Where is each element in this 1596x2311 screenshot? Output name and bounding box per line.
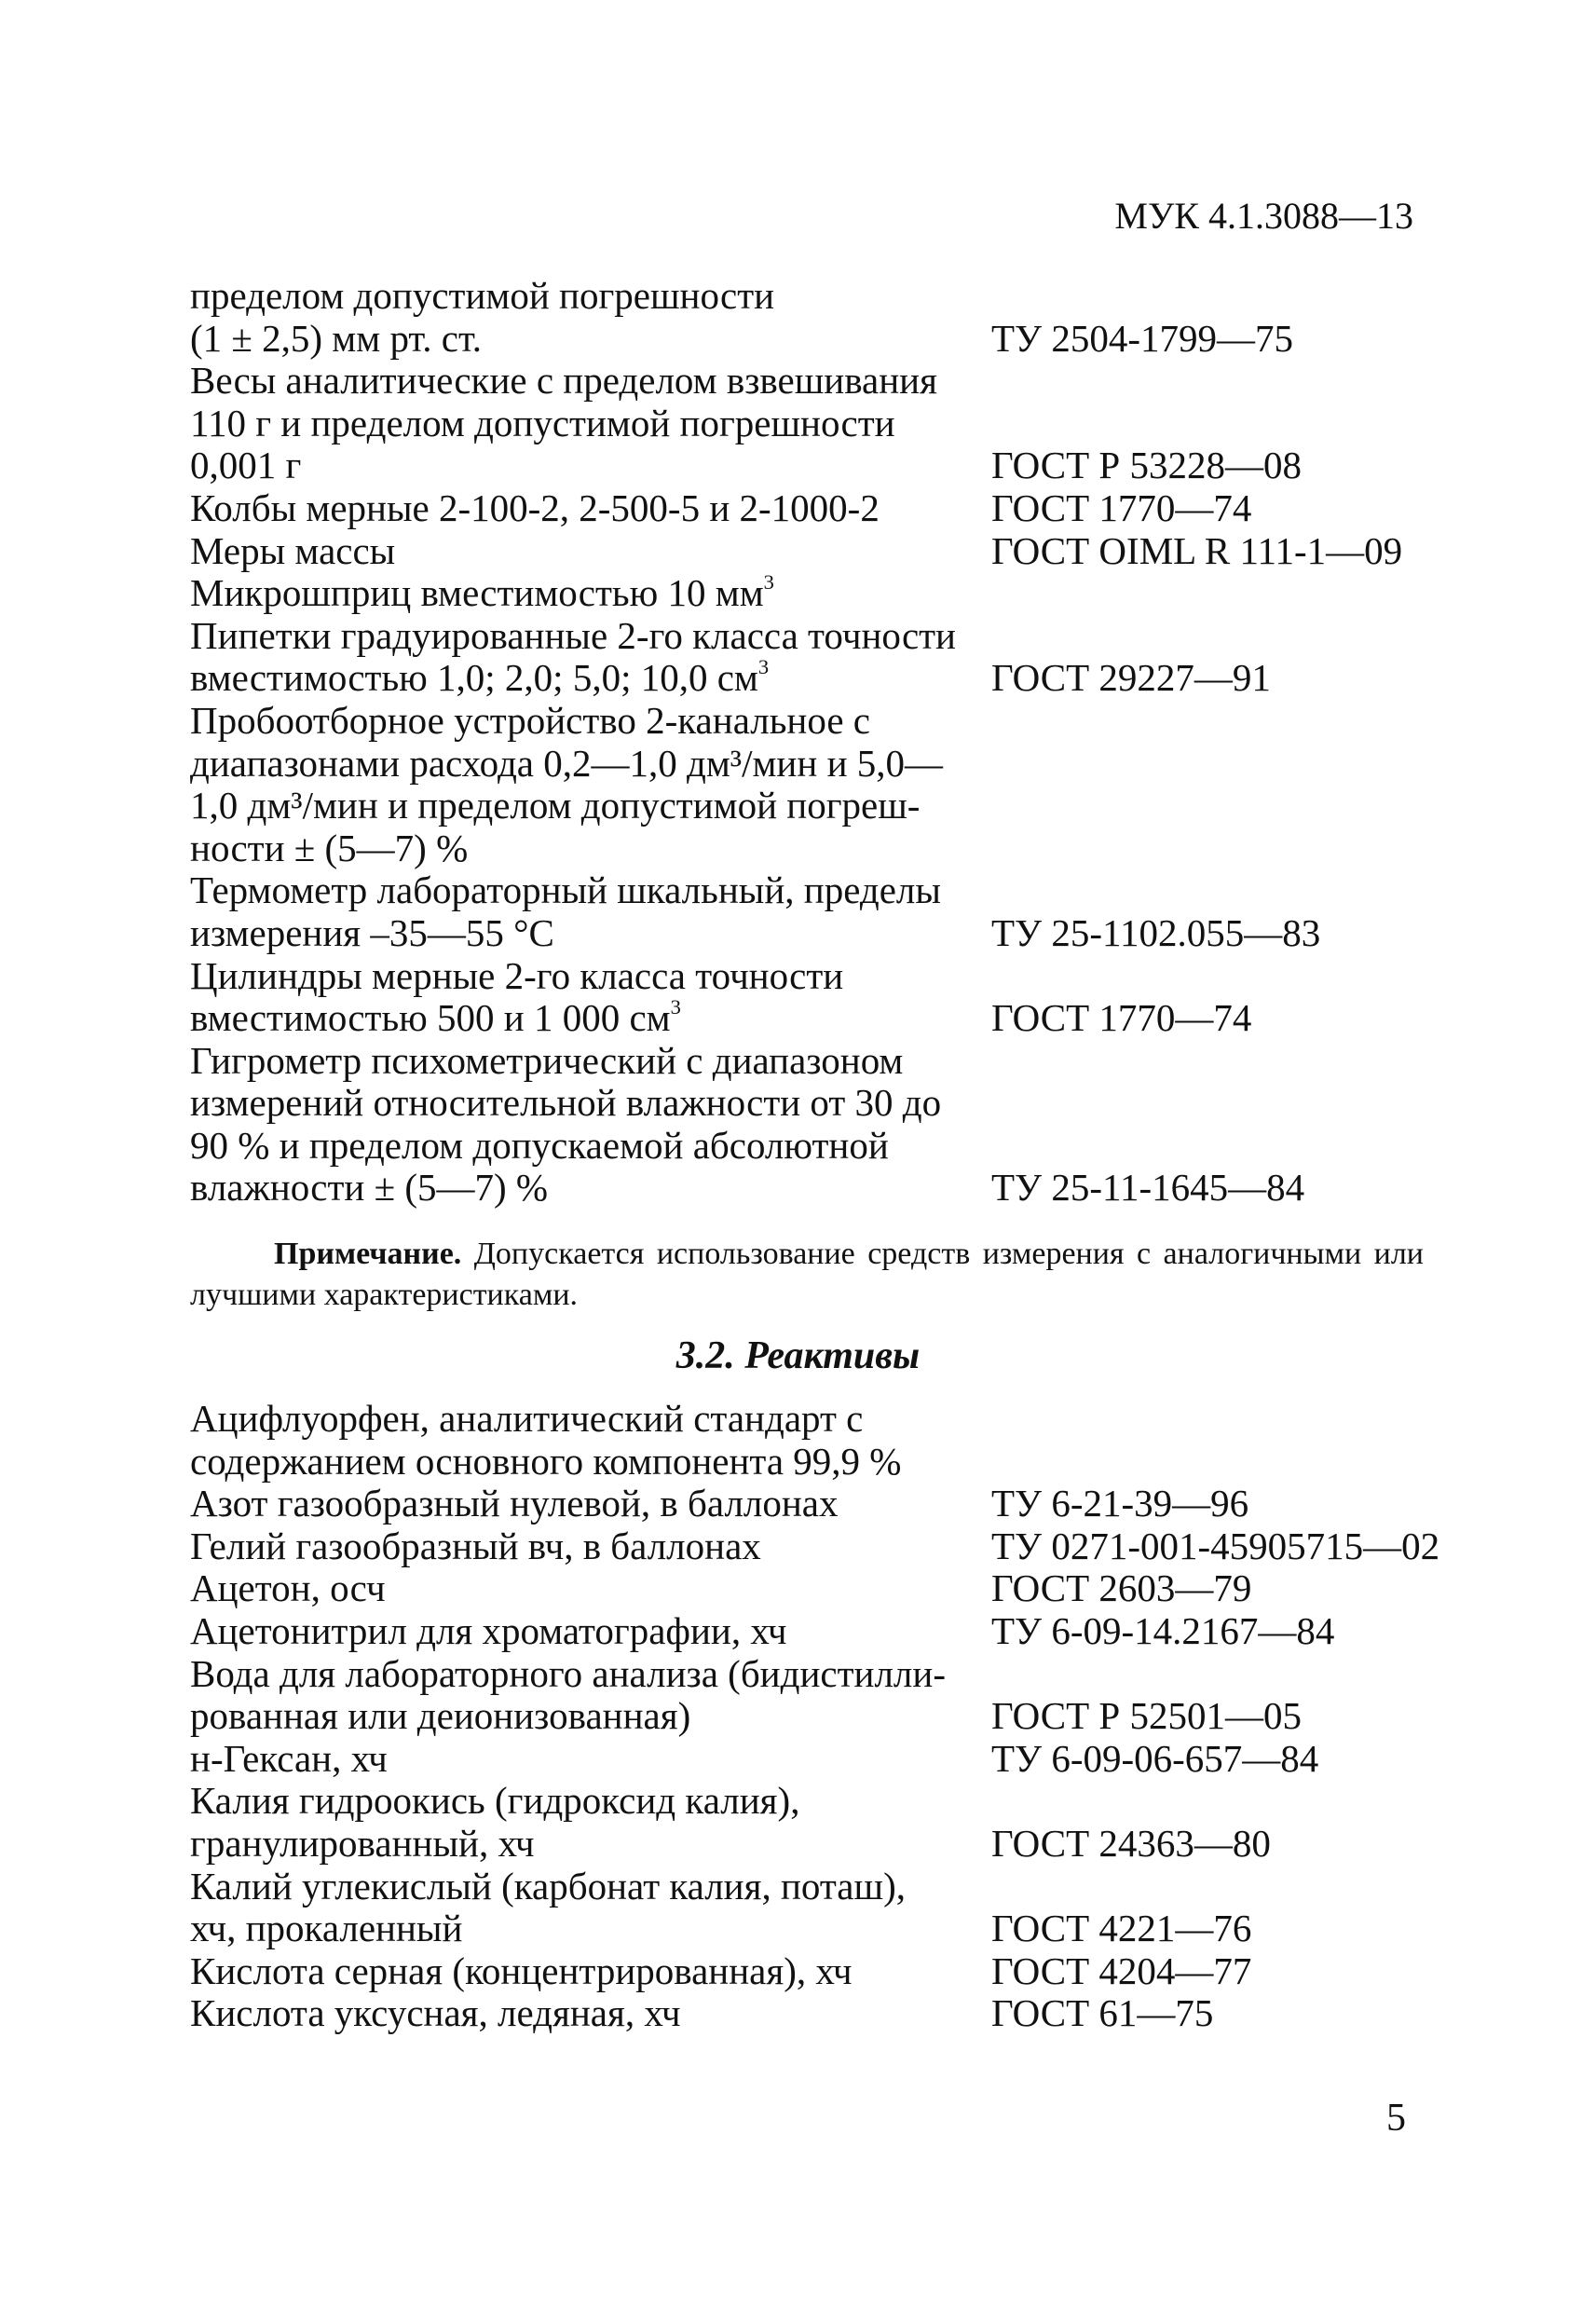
reagent-item-name bbox=[190, 1653, 991, 1738]
reagent-item bbox=[190, 1567, 1439, 1610]
reagent-item bbox=[190, 1738, 1439, 1781]
equipment-item-line: ности ± (5—7) % bbox=[190, 826, 469, 869]
reagent-item bbox=[190, 1780, 1439, 1865]
reagent-item-standard-ref: ТУ 6-09-06-657—84 bbox=[991, 1736, 1319, 1780]
document-code-header: МУК 4.1.3088—13 bbox=[1114, 195, 1413, 237]
reagent-item-standard-ref: ГОСТ 61—75 bbox=[991, 1991, 1214, 2035]
equipment-item-line: Весы аналитические с пределом взвешивания bbox=[190, 359, 937, 403]
reagent-item-standard-ref: ГОСТ 2603—79 bbox=[991, 1566, 1252, 1610]
superscript: 3 bbox=[763, 570, 774, 595]
reagent-item-standard-ref: ТУ 0271-001-45905715—02 bbox=[991, 1524, 1440, 1567]
reagent-item-standard-ref: ТУ 6-09-14.2167—84 bbox=[991, 1608, 1335, 1652]
section-title-reagents: 3.2. Реактивы bbox=[675, 1334, 921, 1377]
reagent-item-name bbox=[190, 1610, 991, 1653]
reagent-item-name bbox=[190, 1567, 991, 1610]
reagent-item-name bbox=[190, 1738, 991, 1781]
equipment-item-line: 1,0 дм³/мин и пределом допустимой погреш- bbox=[190, 784, 921, 827]
superscript: 3 bbox=[670, 995, 681, 1019]
equipment-item-standard-ref: ТУ 2504-1799—75 bbox=[991, 316, 1293, 360]
equipment-item-standard-ref: ГОСТ 29227—91 bbox=[991, 656, 1271, 700]
equipment-item-name bbox=[190, 275, 991, 360]
reagent-item bbox=[190, 1398, 1439, 1483]
equipment-item-line-text: вместимостью 500 и 1 000 см bbox=[190, 996, 671, 1040]
equipment-item-line: влажности ± (5—7) % bbox=[190, 1166, 549, 1210]
equipment-item-line bbox=[190, 572, 991, 615]
equipment-item bbox=[190, 572, 1439, 615]
reagent-item-line: н-Гексан, хч bbox=[190, 1736, 388, 1780]
reagent-item-line: рованная или деионизованная) bbox=[190, 1694, 691, 1738]
equipment-item-line-text: вместимостью 1,0; 2,0; 5,0; 10,0 см bbox=[190, 656, 758, 700]
reagent-item-line: хч, прокаленный bbox=[190, 1907, 463, 1950]
equipment-item-line: Гигрометр психометрический с диапазоном bbox=[190, 1038, 904, 1082]
reagent-item-line: Гелий газообразный вч, в баллонах bbox=[190, 1524, 761, 1567]
equipment-item bbox=[190, 1040, 1439, 1210]
equipment-item-line: Меры массы bbox=[190, 528, 396, 572]
equipment-item-line bbox=[190, 657, 991, 700]
equipment-item-line: 110 г и пределом допустимой погрешности bbox=[190, 401, 895, 444]
reagent-item-name bbox=[190, 1950, 991, 1993]
equipment-item-name bbox=[190, 360, 991, 487]
reagent-item-name bbox=[190, 1780, 991, 1865]
equipment-item-line: Цилиндры мерные 2-го класса точности bbox=[190, 953, 844, 997]
reagent-item-line: Вода для лабораторного анализа (бидистилли- bbox=[190, 1651, 946, 1695]
equipment-item-line: измерения –35—55 °С bbox=[190, 910, 554, 954]
reagent-item bbox=[190, 1653, 1439, 1738]
equipment-item-standard-ref: ГОСТ 1770—74 bbox=[991, 485, 1252, 529]
equipment-item-name bbox=[190, 487, 991, 530]
equipment-item-line: измерений относительной влажности от 30 до bbox=[190, 1081, 942, 1125]
reagent-item-line: Калий углекислый (карбонат калия, поташ), bbox=[190, 1864, 906, 1908]
equipment-item-line: Пипетки градуированные 2-го класса точности bbox=[190, 613, 957, 657]
equipment-item-name bbox=[190, 530, 991, 573]
reagent-item bbox=[190, 1950, 1439, 1993]
page-number: 5 bbox=[1386, 2097, 1406, 2140]
equipment-item-line: Колбы мерные 2-100-2, 2-500-5 и 2-1000-2 bbox=[190, 485, 880, 529]
reagent-item bbox=[190, 1610, 1439, 1653]
reagent-item-line: гранулированный, хч bbox=[190, 1821, 535, 1865]
reagent-item bbox=[190, 1525, 1439, 1568]
reagent-item-standard-ref: ТУ 6-21-39—96 bbox=[991, 1482, 1249, 1525]
equipment-item bbox=[190, 530, 1439, 573]
equipment-item-line-text: Микрошприц вместимостью 10 мм bbox=[190, 571, 764, 615]
equipment-item bbox=[190, 615, 1439, 700]
equipment-item-line: (1 ± 2,5) мм рт. ст. bbox=[190, 316, 483, 360]
equipment-item-name bbox=[190, 572, 991, 615]
equipment-item-line: пределом допустимой погрешности bbox=[190, 274, 775, 317]
equipment-item-standard-ref: ТУ 25-1102.055—83 bbox=[991, 910, 1321, 954]
reagent-item-name bbox=[190, 1992, 991, 2035]
note-label: Примечание. bbox=[274, 1237, 462, 1271]
equipment-item bbox=[190, 869, 1439, 954]
equipment-item-line: 0,001 г bbox=[190, 444, 302, 487]
reagent-item bbox=[190, 1866, 1439, 1950]
equipment-item bbox=[190, 275, 1439, 360]
reagent-item bbox=[190, 1992, 1439, 2035]
equipment-item-standard-ref: ГОСТ Р 53228—08 bbox=[991, 444, 1302, 487]
reagent-item-line: Калия гидроокись (гидроксид калия), bbox=[190, 1779, 800, 1823]
equipment-item-standard-ref: ГОСТ 1770—74 bbox=[991, 996, 1252, 1040]
reagent-item-name bbox=[190, 1398, 991, 1483]
equipment-item-line: Термометр лабораторный шкальный, пределы bbox=[190, 868, 941, 912]
reagent-item-line: Ацетонитрил для хроматографии, хч bbox=[190, 1608, 787, 1652]
equipment-item-standard-ref: ГОСТ OIML R 111-1—09 bbox=[991, 528, 1403, 572]
equipment-item bbox=[190, 360, 1439, 487]
reagent-item-name bbox=[190, 1483, 991, 1525]
reagent-item-standard-ref: ГОСТ Р 52501—05 bbox=[991, 1694, 1302, 1738]
equipment-list bbox=[190, 275, 1439, 1210]
reagent-list bbox=[190, 1398, 1439, 2035]
reagent-item-standard-ref: ГОСТ 4221—76 bbox=[991, 1907, 1252, 1950]
equipment-item-line bbox=[190, 997, 991, 1040]
reagent-item-line: Кислота уксусная, ледяная, хч bbox=[190, 1991, 681, 2035]
equipment-item-name bbox=[190, 955, 991, 1040]
reagent-item-name bbox=[190, 1866, 991, 1950]
equipment-item bbox=[190, 700, 1439, 869]
note-paragraph bbox=[190, 1234, 1424, 1316]
equipment-item bbox=[190, 955, 1439, 1040]
reagent-item bbox=[190, 1483, 1439, 1525]
equipment-item-name bbox=[190, 700, 991, 869]
note-text: Допускается использование средств измерения с аналогичными или лучшими характеристиками. bbox=[190, 1237, 1424, 1312]
equipment-item bbox=[190, 487, 1439, 530]
reagent-item-standard-ref: ГОСТ 4204—77 bbox=[991, 1949, 1252, 1992]
equipment-item-name bbox=[190, 1040, 991, 1210]
reagent-item-line: содержанием основного компонента 99,9 % bbox=[190, 1439, 902, 1483]
reagent-item-line: Ацифлуорфен, аналитический стандарт с bbox=[190, 1397, 864, 1440]
reagent-item-name bbox=[190, 1525, 991, 1568]
equipment-item-line: Пробоотборное устройство 2-канальное с bbox=[190, 698, 870, 742]
equipment-item-line: диапазонами расхода 0,2—1,0 дм³/мин и 5,0— bbox=[190, 741, 944, 785]
reagent-item-standard-ref: ГОСТ 24363—80 bbox=[991, 1821, 1271, 1865]
reagent-item-line: Ацетон, осч bbox=[190, 1566, 386, 1610]
reagent-item-line: Кислота серная (концентрированная), хч bbox=[190, 1949, 853, 1992]
equipment-item-name bbox=[190, 615, 991, 700]
equipment-item-name bbox=[190, 869, 991, 954]
equipment-item-line: 90 % и пределом допускаемой абсолютной bbox=[190, 1123, 889, 1167]
reagent-item-line: Азот газообразный нулевой, в баллонах bbox=[190, 1482, 839, 1525]
superscript: 3 bbox=[757, 655, 770, 679]
equipment-item-standard-ref: ТУ 25-11-1645—84 bbox=[991, 1166, 1305, 1210]
